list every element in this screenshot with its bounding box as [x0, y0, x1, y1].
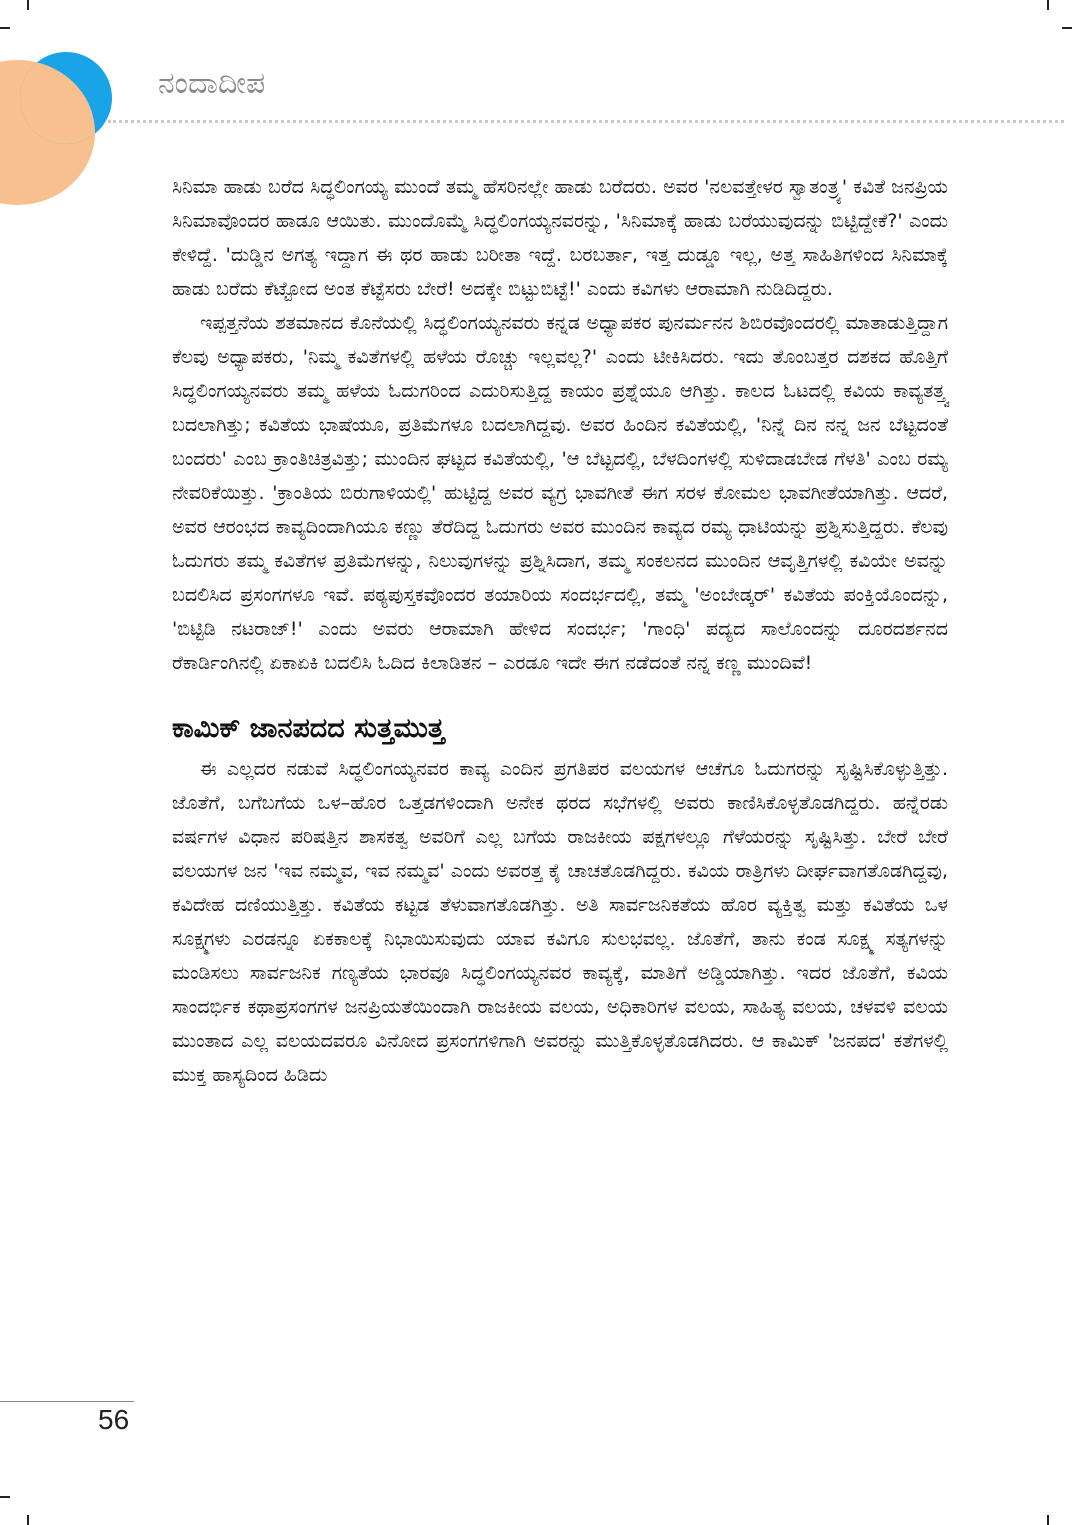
- paragraph-3: ಈ ಎಲ್ಲದರ ನಡುವೆ ಸಿದ್ಧಲಿಂಗಯ್ಯನವರ ಕಾವ್ಯ ಎಂದಿನ ಪ್ರಗತಿಪರ ವಲಯಗಳ ಆಚೆಗೂ ಓದುಗರನ್ನು ಸೃಷ್ಟಿಸಿಕೊಳ್ಳುತ್ತಿತ್ತು. ಜೊತೆಗೆ, ಬಗೆಬಗೆಯ ಒಳ–ಹೊರ ಒತ್ತಡಗಳಿಂದಾಗಿ ಅನೇಕ ಥರದ ಸಭೆಗಳಲ್ಲಿ ಅವರು ಕಾಣಿಸಿಕೊಳ್ಳತೊಡಗಿದ್ದರು. ಹನ್ನೆರಡು ವರ್ಷಗಳ ವಿಧಾನ ಪರಿಷತ್ತಿನ ಶಾಸಕತ್ವ ಅವರಿಗೆ ಎಲ್ಲ ಬಗೆಯ ರಾಜಕೀಯ ಪಕ್ಷಗಳಲ್ಲೂ ಗೆಳೆಯರನ್ನು ಸೃಷ್ಟಿಸಿತ್ತು. ಬೇರೆ ಬೇರೆ ವಲಯಗಳ ಜನ 'ಇವ ನಮ್ಮವ, ಇವ ನಮ್ಮವ' ಎಂದು ಅವರತ್ತ ಕೈ ಚಾಚತೊಡಗಿದ್ದರು. ಕವಿಯ ರಾತ್ರಿಗಳು ದೀರ್ಘವಾಗತೊಡಗಿದ್ದವು, ಕವಿದೇಹ ದಣಿಯುತ್ತಿತ್ತು. ಕವಿತೆಯ ಕಟ್ಟಡ ತೆಳುವಾಗತೊಡಗಿತ್ತು. ಅತಿ ಸಾರ್ವಜನಿಕತೆಯ ಹೊರ ವ್ಯಕ್ತಿತ್ವ ಮತ್ತು ಕವಿತೆಯ ಒಳ ಸೂಕ್ಷ್ಮಗಳು ಎರಡನ್ನೂ ಏಕಕಾಲಕ್ಕೆ ನಿಭಾಯಿಸುವುದು ಯಾವ ಕವಿಗೂ ಸುಲಭವಲ್ಲ. ಜೊತೆಗೆ, ತಾನು ಕಂಡ ಸೂಕ್ಷ್ಮ ಸತ್ಯಗಳನ್ನು ಮಂಡಿಸಲು ಸಾರ್ವಜನಿಕ ಗಣ್ಯತೆಯ ಭಾರವೂ ಸಿದ್ಧಲಿಂಗಯ್ಯನವರ ಕಾವ್ಯಕ್ಕೆ, ಮಾತಿಗೆ ಅಡ್ಡಿಯಾಗಿತ್ತು. ಇದರ ಜೊತೆಗೆ, ಕವಿಯ ಸಾಂದರ್ಭಿಕ ಕಥಾಪ್ರಸಂಗಗಳ ಜನಪ್ರಿಯತೆಯಿಂದಾಗಿ ರಾಜಕೀಯ ವಲಯ, ಅಧಿಕಾರಿಗಳ ವಲಯ, ಸಾಹಿತ್ಯ ವಲಯ, ಚಳವಳಿ ವಲಯ ಮುಂತಾದ ಎಲ್ಲ ವಲಯದವರೂ ವಿನೋದ ಪ್ರಸಂಗಗಳಿಗಾಗಿ ಅವರನ್ನು ಮುತ್ತಿಕೊಳ್ಳತೊಡಗಿದರು. ಆ ಕಾಮಿಕ್ 'ಜನಪದ' ಕತೆಗಳಲ್ಲಿ ಮುಕ್ತ ಹಾಸ್ಯದಿಂದ ಹಿಡಿದು: [172, 758, 948, 1086]
- crop-mark-left-bottom: [0, 1496, 10, 1498]
- running-header-title: ನಂದಾದೀಪ: [158, 66, 266, 101]
- crop-mark-right-top: [1062, 27, 1072, 29]
- footer-rule: [0, 1401, 134, 1402]
- paragraph-2: ಇಪ್ಪತ್ತನೆಯ ಶತಮಾನದ ಕೊನೆಯಲ್ಲಿ ಸಿದ್ಧಲಿಂಗಯ್ಯನವರು ಕನ್ನಡ ಅಧ್ಯಾಪಕರ ಪುನರ್ಮನನ ಶಿಬಿರವೊಂದರಲ್ಲಿ ಮಾತಾಡುತ್ತಿದ್ದಾಗ ಕೆಲವು ಅಧ್ಯಾಪಕರು, 'ನಿಮ್ಮ ಕವಿತೆಗಳಲ್ಲಿ ಹಳೆಯ ರೊಚ್ಚು ಇಲ್ಲವಲ್ಲ?' ಎಂದು ಟೀಕಿಸಿದರು. ಇದು ತೊಂಬತ್ತರ ದಶಕದ ಹೊತ್ತಿಗೆ ಸಿದ್ಧಲಿಂಗಯ್ಯನವರು ತಮ್ಮ ಹಳೆಯ ಓದುಗರಿಂದ ಎದುರಿಸುತ್ತಿದ್ದ ಕಾಯಂ ಪ್ರಶ್ನೆಯೂ ಆಗಿತ್ತು. ಕಾಲದ ಓಟದಲ್ಲಿ ಕವಿಯ ಕಾವ್ಯತತ್ತ್ವ ಬದಲಾಗಿತ್ತು; ಕವಿತೆಯ ಭಾಷೆಯೂ, ಪ್ರತಿಮೆಗಳೂ ಬದಲಾಗಿದ್ದವು. ಅವರ ಹಿಂದಿನ ಕವಿತೆಯಲ್ಲಿ, 'ನಿನ್ನೆ ದಿನ ನನ್ನ ಜನ ಬೆಟ್ಟದಂತೆ ಬಂದರು' ಎಂಬ ಕ್ರಾಂತಿಚಿತ್ರವಿತ್ತು; ಮುಂದಿನ ಘಟ್ಟದ ಕವಿತೆಯಲ್ಲಿ, 'ಆ ಬೆಟ್ಟದಲ್ಲಿ, ಬೆಳದಿಂಗಳಲ್ಲಿ ಸುಳಿದಾಡಬೇಡ ಗೆಳತಿ' ಎಂಬ ರಮ್ಯ ನೇವರಿಕೆಯಿತ್ತು. 'ಕ್ರಾಂತಿಯ ಬಿರುಗಾಳಿಯಲ್ಲಿ' ಹುಟ್ಟಿದ್ದ ಅವರ ವ್ಯಗ್ರ ಭಾವಗೀತೆ ಈಗ ಸರಳ ಕೋಮಲ ಭಾವಗೀತೆಯಾಗಿತ್ತು. ಆದರೆ, ಅವರ ಆರಂಭದ ಕಾವ್ಯದಿಂದಾಗಿಯೂ ಕಣ್ಣು ತೆರೆದಿದ್ದ ಓದುಗರು ಅವರ ಮುಂದಿನ ಕಾವ್ಯದ ರಮ್ಯ ಧಾಟಿಯನ್ನು ಪ್ರಶ್ನಿಸುತ್ತಿದ್ದರು. ಕೆಲವು ಓದುಗರು ತಮ್ಮ ಕವಿತೆಗಳ ಪ್ರತಿಮೆಗಳನ್ನು, ನಿಲುವುಗಳನ್ನು ಪ್ರಶ್ನಿಸಿದಾಗ, ತಮ್ಮ ಸಂಕಲನದ ಮುಂದಿನ ಆವೃತ್ತಿಗಳಲ್ಲಿ ಕವಿಯೇ ಅವನ್ನು ಬದಲಿಸಿದ ಪ್ರಸಂಗಗಳೂ ಇವೆ. ಪಠ್ಯಪುಸ್ತಕವೊಂದರ ತಯಾರಿಯ ಸಂದರ್ಭದಲ್ಲಿ, ತಮ್ಮ 'ಅಂಬೇಡ್ಕರ್' ಕವಿತೆಯ ಪಂಕ್ತಿಯೊಂದನ್ನು, 'ಬಿಟ್ಟಿಡಿ ನಟರಾಜ್!' ಎಂದು ಅವರು ಆರಾಮಾಗಿ ಹೇಳಿದ ಸಂದರ್ಭ; 'ಗಾಂಧಿ' ಪದ್ಯದ ಸಾಲೊಂದನ್ನು ದೂರದರ್ಶನದ ರೆಕಾರ್ಡಿಂಗಿನಲ್ಲಿ ಏಕಾಏಕಿ ಬದಲಿಸಿ ಓದಿದ ಕಿಲಾಡಿತನ – ಎರಡೂ ಇದೇ ಈಗ ನಡೆದಂತೆ ನನ್ನ ಕಣ್ಣ ಮುಂದಿವೆ!: [172, 312, 948, 674]
- page-number: 56: [98, 1404, 130, 1435]
- crop-mark-bottom-right: [1047, 1515, 1049, 1525]
- crop-mark-left-top: [0, 27, 10, 29]
- paragraph-1: ಸಿನಿಮಾ ಹಾಡು ಬರೆದ ಸಿದ್ಧಲಿಂಗಯ್ಯ ಮುಂದೆ ತಮ್ಮ ಹೆಸರಿನಲ್ಲೇ ಹಾಡು ಬರೆದರು. ಅವರ 'ನಲವತ್ತೇಳರ ಸ್ವಾತಂತ್ರ್ಯ' ಕವಿತೆ ಜನಪ್ರಿಯ ಸಿನಿಮಾವೊಂದರ ಹಾಡೂ ಆಯಿತು. ಮುಂದೊಮ್ಮೆ ಸಿದ್ಧಲಿಂಗಯ್ಯನವರನ್ನು, 'ಸಿನಿಮಾಕ್ಕೆ ಹಾಡು ಬರೆಯುವುದನ್ನು ಬಿಟ್ಟಿದ್ದೇಕೆ?' ಎಂದು ಕೇಳಿದ್ದೆ. 'ದುಡ್ಡಿನ ಅಗತ್ಯ ಇದ್ದಾಗ ಈ ಥರ ಹಾಡು ಬರೀತಾ ಇದ್ದೆ. ಬರಬರ್ತಾ, ಇತ್ತ ದುಡ್ಡೂ ಇಲ್ಲ, ಅತ್ತ ಸಾಹಿತಿಗಳಿಂದ ಸಿನಿಮಾಕ್ಕೆ ಹಾಡು ಬರೆದು ಕೆಟ್ಟೋದ ಅಂತ ಕೆಟ್ಟೆಸರು ಬೇರೆ! ಅದಕ್ಕೇ ಬಿಟ್ಟುಬಿಟ್ಟೆ!' ಎಂದು ಕವಿಗಳು ಆರಾಮಾಗಿ ನುಡಿದಿದ್ದರು.: [172, 176, 948, 300]
- body-text: [172, 170, 948, 1092]
- section-heading: ಕಾಮಿಕ್ ಜಾನಪದದ ಸುತ್ತಮುತ್ತ: [172, 713, 445, 744]
- decorative-circle-overlap: [0, 60, 95, 205]
- header-dotted-rule: [108, 120, 1064, 123]
- crop-mark-top-left: [27, 0, 29, 10]
- crop-mark-bottom-left: [27, 1515, 29, 1525]
- crop-mark-top-right: [1047, 0, 1049, 10]
